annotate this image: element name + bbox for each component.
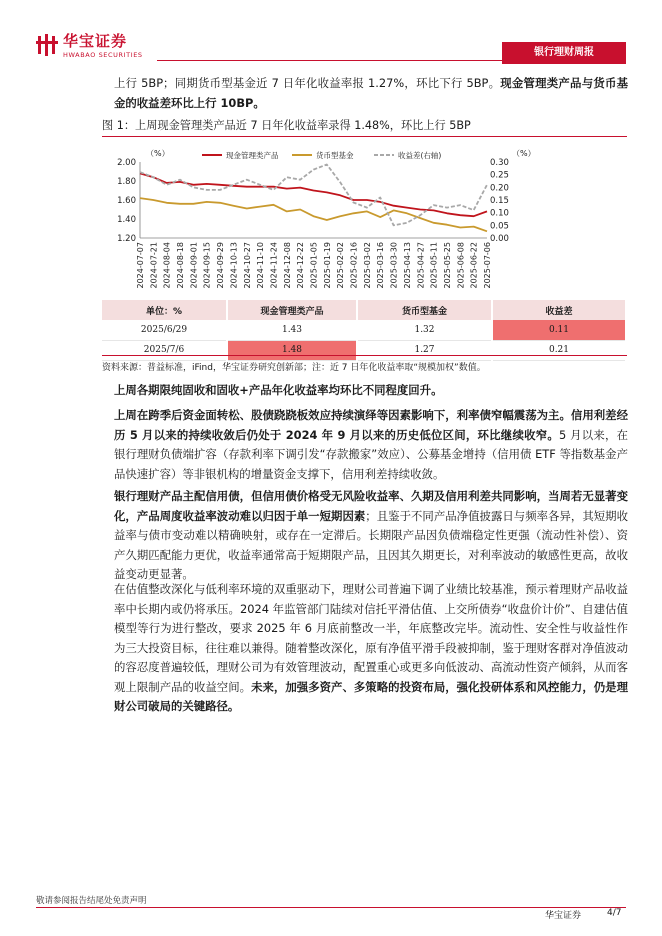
- paragraph-rates-bold: 上周在跨季后资金面转松、股债跷跷板效应持续演绎等因素影响下，利率债窄幅震荡为主。信用利差经历 5 月以来的持续收敛后仍处于 2024 年 9 月以来的历史低位区间，环比继续收窄。: [114, 408, 628, 442]
- yield-table: [102, 300, 627, 361]
- table-cell-date: 2025/6/29: [102, 320, 227, 340]
- y-tick-label-right: 0.15: [490, 196, 509, 206]
- table-header-unit: 单位：%: [102, 300, 227, 320]
- intro-text: 上行 5BP；同期货币型基金近 7 日年化收益率报 1.27%，环比下行 5BP。: [114, 76, 501, 90]
- series-line-cc0141c: [140, 173, 487, 216]
- figure-source-note: 资料来源：普益标准，iFind，华宝证券研究创新部；注：近 7 日年化收益率取“规模加权”数值。: [102, 363, 486, 373]
- x-tick-label: 2024-10-13: [229, 242, 239, 289]
- x-tick-label: 2024-11-10: [256, 242, 266, 289]
- table-cell-spread: 0.11: [492, 320, 626, 340]
- report-type-tag: 银行理财周报: [502, 42, 626, 64]
- table-cell-spread: 0.21: [492, 340, 626, 360]
- y-tick-label-right: 0.25: [490, 170, 509, 181]
- chart-axes: [117, 149, 536, 289]
- x-tick-label: 2025-06-22: [469, 242, 479, 289]
- chart-series-group: [140, 165, 487, 232]
- logo-mark-icon: [36, 34, 58, 56]
- x-tick-label: 2025-04-27: [416, 242, 426, 289]
- y-tick-label-left: 1.40: [117, 215, 136, 225]
- paragraph-rates: [114, 406, 628, 484]
- table-cell-cash: 1.43: [227, 320, 357, 340]
- legend-label: 现金管理类产品: [226, 151, 279, 160]
- y-tick-label-right: 0.05: [490, 221, 509, 232]
- intro-bold-text: 现金管理类产品与货币基金的收益差环比上行 10BP。: [114, 76, 628, 110]
- table-row: [102, 320, 626, 340]
- x-tick-label: 2024-07-07: [136, 242, 145, 289]
- x-tick-label: 2025-03-16: [376, 242, 386, 289]
- intro-paragraph: [114, 74, 628, 113]
- y-tick-label-left: 1.60: [117, 196, 136, 206]
- legend-label: 收益差(右轴): [398, 151, 442, 160]
- page-number: 4/7: [607, 908, 622, 918]
- y-tick-label-left: 1.80: [117, 177, 136, 187]
- x-tick-label: 2024-08-18: [176, 242, 186, 289]
- chart-legend: [202, 150, 441, 160]
- x-tick-label: 2025-03-30: [389, 242, 399, 289]
- right-unit-label: （%）: [512, 149, 536, 158]
- x-tick-label: 2025-01-05: [309, 242, 319, 289]
- y-tick-label-left: 2.00: [117, 158, 136, 168]
- x-tick-label: 2025-06-08: [456, 242, 466, 289]
- footer-divider: [36, 907, 626, 908]
- x-tick-label: 2024-09-29: [216, 242, 226, 289]
- y-tick-label-right: 0.00: [490, 234, 509, 244]
- x-tick-label: 2025-03-02: [362, 242, 372, 289]
- x-tick-label: 2025-04-13: [402, 242, 412, 289]
- y-tick-label-right: 0.20: [490, 183, 509, 194]
- logo-text-en: HWABAO SECURITIES: [63, 51, 143, 59]
- table-cell-date: 2025/7/6: [102, 340, 227, 360]
- paragraph-credit-text: ；且鉴于不同产品净值披露日与频率各异，其短期收益率与债市变动难以精确映射，或存在一定滞后。长期限产品因负债端稳定性更强（流动性补偿）、资产久期匹配能力更优，收益率通常高于短期限产品，且因其久期更长，对利率波动的敏感性更高，故收益变动更显著。: [114, 508, 628, 581]
- table-row: [102, 340, 626, 360]
- figure-top-rule: [102, 136, 627, 137]
- paragraph-outlook: [114, 580, 628, 717]
- x-tick-label: 2024-10-27: [242, 242, 252, 289]
- table-header-row: [102, 300, 626, 320]
- x-tick-label: 2025-02-02: [336, 242, 346, 289]
- y-tick-label-right: 0.10: [490, 208, 509, 219]
- paragraph-credit: [114, 487, 628, 585]
- x-tick-label: 2024-12-22: [296, 242, 306, 289]
- table-cell-cash: 1.48: [227, 340, 357, 360]
- x-tick-label: 2025-05-25: [442, 242, 452, 289]
- x-tick-label: 2025-05-11: [429, 242, 439, 289]
- legend-label: 货币型基金: [316, 151, 354, 160]
- x-tick-label: 2025-01-19: [322, 242, 332, 289]
- x-tick-label: 2024-08-04: [162, 242, 172, 289]
- table-cell-mmf: 1.27: [357, 340, 492, 360]
- x-tick-label: 2025-02-16: [349, 242, 359, 289]
- left-unit-label: （%）: [146, 149, 170, 158]
- paragraph-rates-text: 5 月以来，在银行理财负债端扩容（存款利率下调引发“存款搬家”效应）、公募基金增持（信用债 ETF 等指数基金产品快速扩容）等非银机构的增量资金支撑下，信用利差持续收敛。: [114, 427, 628, 481]
- figure-title: 图 1：上周现金管理类产品近 7 日年化收益率录得 1.48%，环比上行 5BP: [102, 119, 471, 132]
- table-header-mmf: 货币型基金: [357, 300, 492, 320]
- paragraph-outlook-bold: 未来，加强多资产、多策略的投资布局，强化投研体系和风控能力，仍是理财公司破局的关键路径。: [114, 679, 628, 713]
- logo-text-cn: 华宝证券: [63, 32, 128, 50]
- footer-company: 华宝证券: [545, 911, 582, 921]
- x-tick-label: 2024-09-01: [189, 242, 199, 289]
- y-tick-label-left: 1.20: [117, 234, 136, 244]
- table-header-spread: 收益差: [492, 300, 626, 320]
- x-tick-label: 2025-07-06: [483, 242, 492, 289]
- paragraph-outlook-text: 在估值整改深化与低利率环境的双重驱动下，理财公司普遍下调了业绩比较基准，预示着理财产品收益率中长期内或仍将承压。2024 年监管部门陆续对信托平滑估值、上交所债券“收盘价计价”、自建估值模型等行为进行整改，要求 2025 年 6 月底前整改一半，年底整改完毕。流动性、安全性与收益性作为三大投资目标，往往难以兼得。随着整改深化，原有净值平滑手段被抑制，鉴于理财客群对净值波动的容忍度普遍较低，理财公司为有效管理波动，配置重心或更多向低波动、高流动性资产倾斜，从而客观上限制产品的收益空间。: [114, 582, 628, 694]
- yield-line-chart: [102, 140, 627, 300]
- footer-disclaimer: 敬请参阅报告结尾处免责声明: [36, 896, 147, 906]
- x-tick-label: 2024-09-15: [202, 242, 212, 289]
- y-tick-label-right: 0.30: [490, 158, 509, 168]
- table-cell-mmf: 1.32: [357, 320, 492, 340]
- series-line-cc99a2e: [140, 198, 487, 231]
- x-tick-label: 2024-07-21: [149, 242, 159, 289]
- x-tick-label: 2024-11-24: [269, 242, 279, 289]
- company-logo: [36, 32, 161, 62]
- x-tick-label: 2024-12-08: [282, 242, 292, 289]
- table-header-cash: 现金管理类产品: [227, 300, 357, 320]
- figure-bottom-rule: [102, 355, 627, 356]
- paragraph-credit-bold: 银行理财产品主配信用债，但信用债价格受无风险收益率、久期及信用利差共同影响，当周若无显著变化，产品周度收益率波动难以归因于单一短期因素: [114, 489, 628, 523]
- section-heading: 上周各期限纯固收和固收+产品年化收益率均环比不同程度回升。: [114, 383, 443, 397]
